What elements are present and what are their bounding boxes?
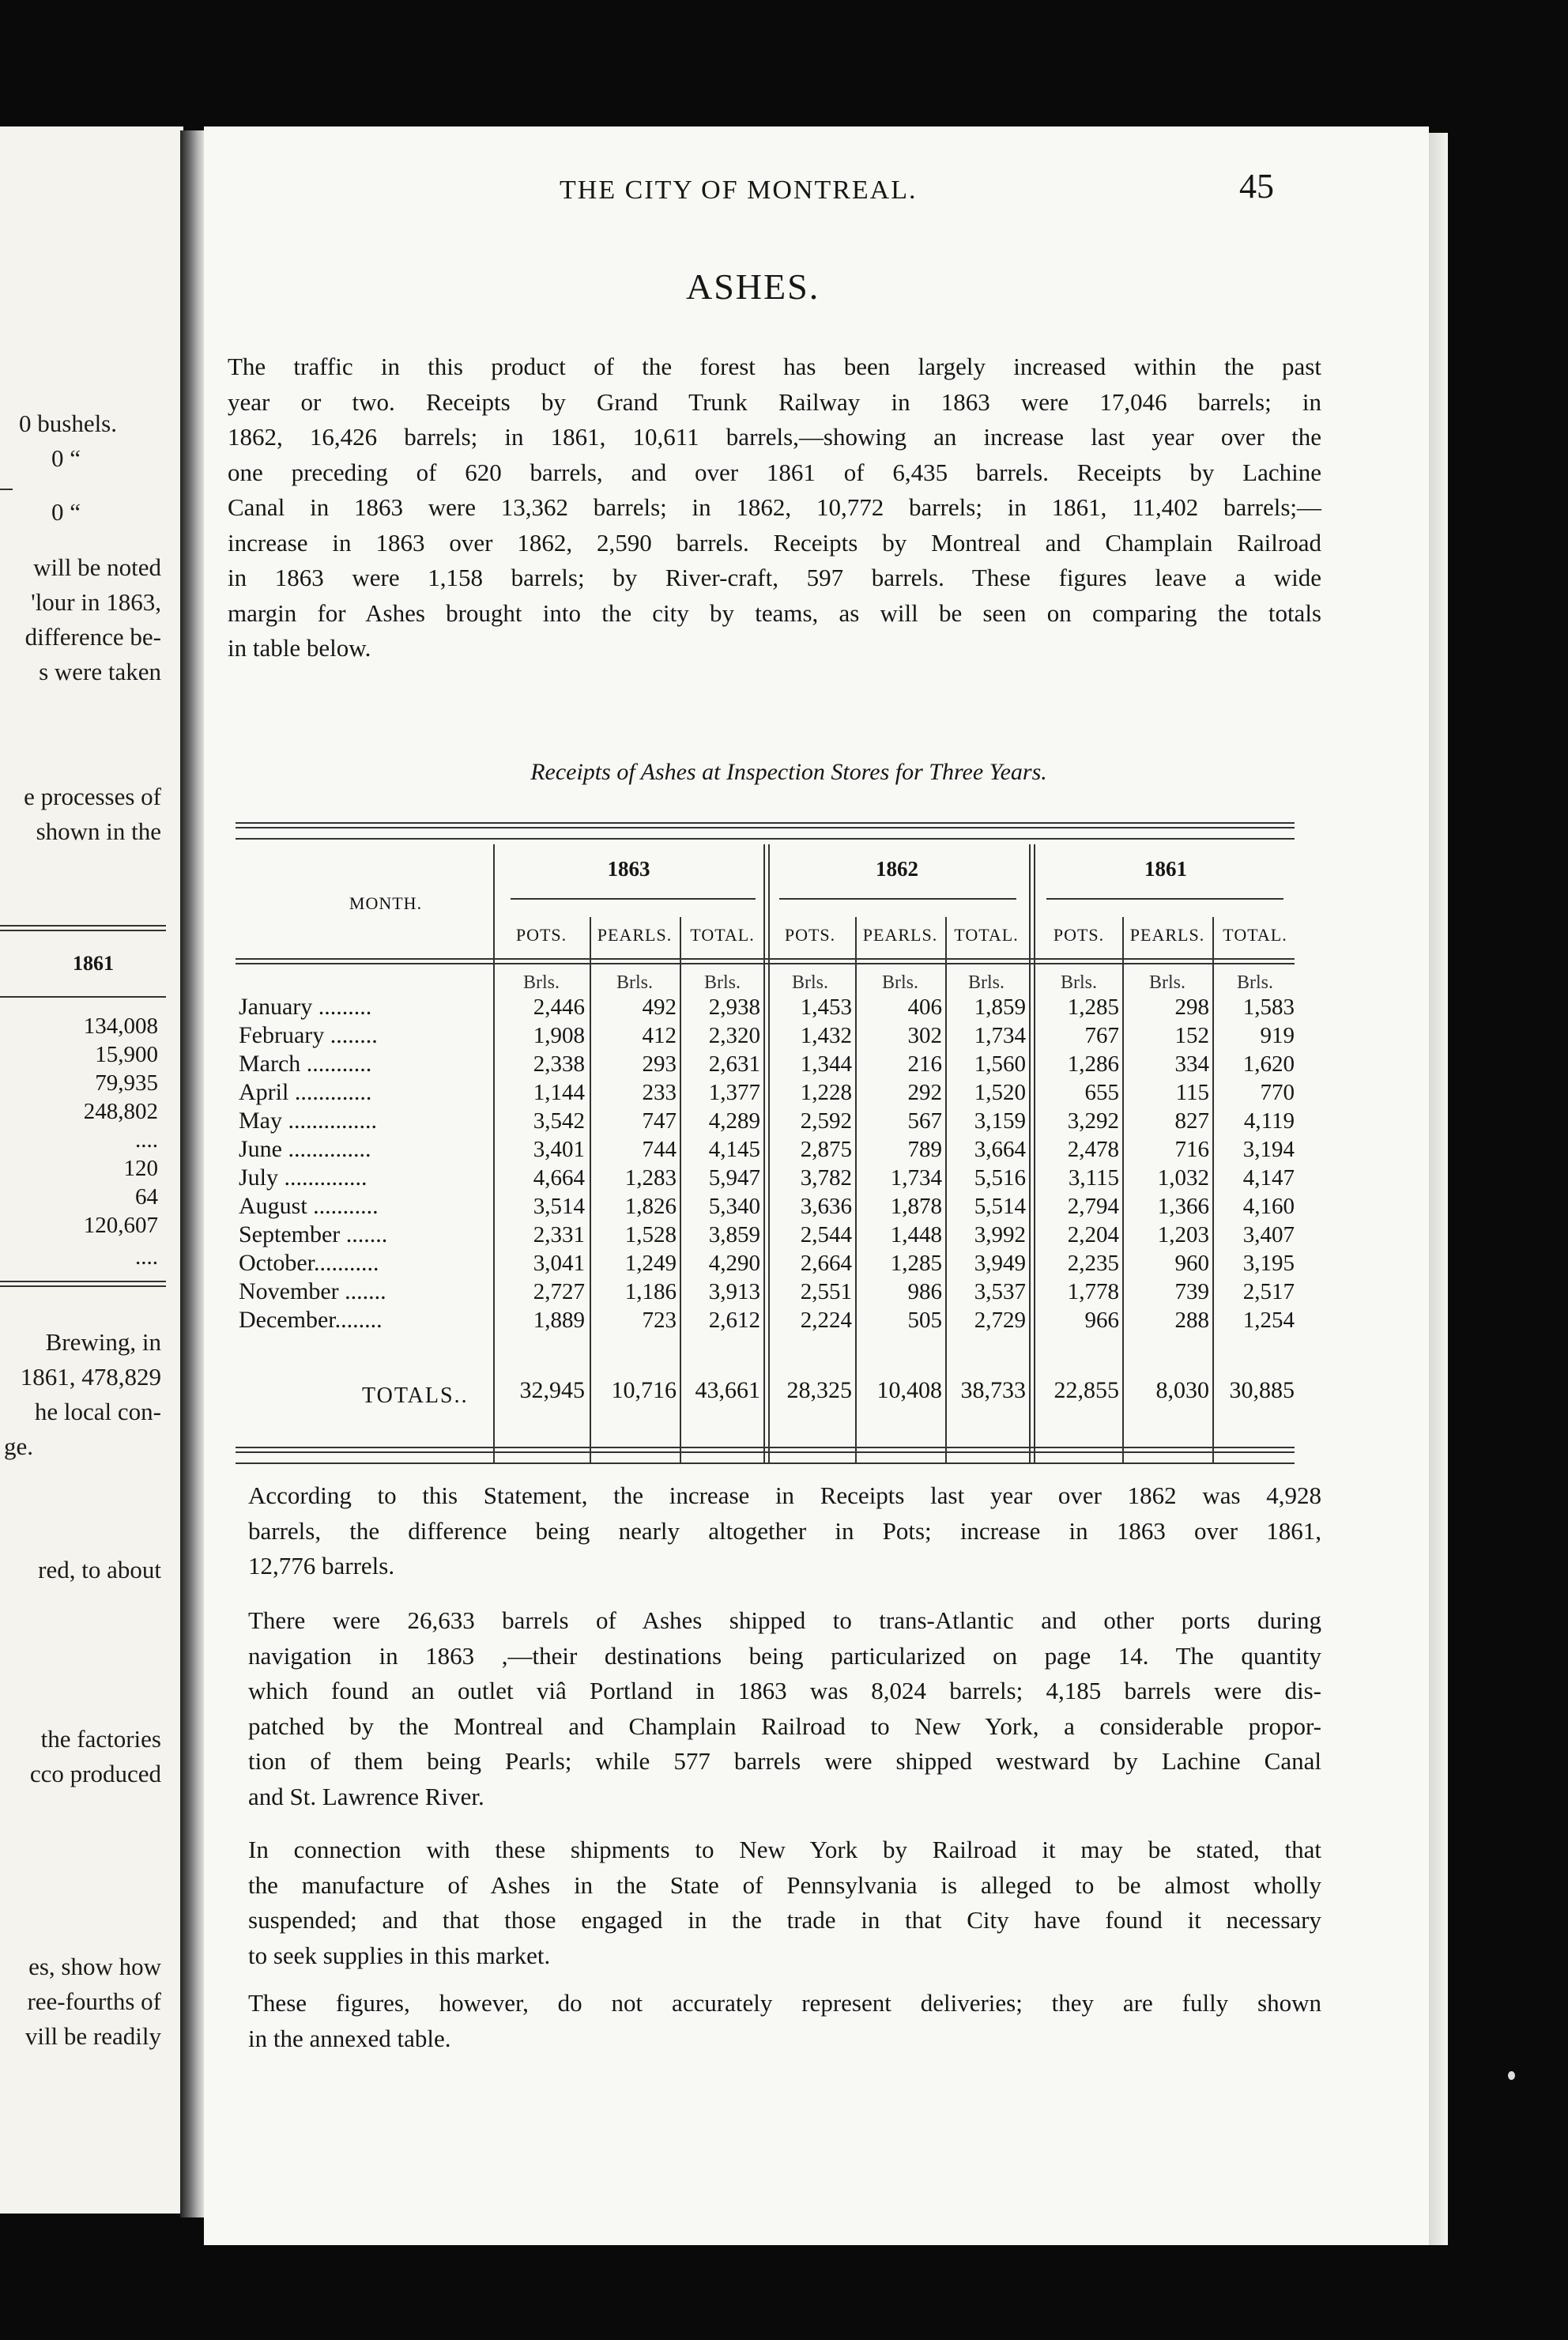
table-cell: 3,537 — [974, 1279, 1026, 1304]
prev-text-line: e processes of — [24, 783, 161, 810]
scan-speck — [1508, 2071, 1515, 2080]
total-cell: 30,885 — [1229, 1377, 1295, 1403]
table-cell: 1,228 — [800, 1080, 852, 1105]
table-cell: 747 — [642, 1108, 677, 1134]
month-label: February ........ — [239, 1022, 378, 1048]
table-cell: 4,160 — [1242, 1194, 1295, 1219]
unit-label: Brls. — [616, 972, 653, 993]
table-cell: 1,583 — [1242, 994, 1295, 1020]
prev-text-line: es, show how — [28, 1953, 161, 1980]
table-cell: 3,159 — [974, 1108, 1026, 1134]
book-gutter — [180, 130, 204, 2217]
prev-text-line: shown in the — [36, 817, 161, 845]
table-cell: 1,203 — [1157, 1222, 1209, 1247]
table-cell: 3,913 — [708, 1279, 760, 1304]
table-cell: 3,115 — [1068, 1165, 1119, 1191]
table-cell: 302 — [907, 1023, 942, 1048]
table-cell: 492 — [642, 994, 677, 1020]
totals-label: TOTALS.. — [362, 1383, 469, 1408]
col-header-total: TOTAL. — [954, 925, 1019, 945]
table-cell: 2,727 — [533, 1279, 585, 1304]
table-cell: 655 — [1084, 1080, 1119, 1105]
month-label: June .............. — [239, 1136, 371, 1162]
prev-text-line: 'lour in 1863, — [31, 588, 161, 616]
table-cell: 1,432 — [800, 1023, 852, 1048]
text-line: In connection with these shipments to New York by Railroad it may be stated, that — [248, 1836, 1321, 1863]
table-cell: 2,517 — [1242, 1279, 1295, 1304]
table-cell: 3,992 — [974, 1222, 1026, 1247]
table-cell: 1,285 — [1067, 994, 1119, 1020]
prev-text-line: 0 bushels. — [19, 410, 117, 437]
month-label: November ....... — [239, 1278, 386, 1304]
total-cell: 28,325 — [786, 1377, 852, 1403]
table-cell: 966 — [1084, 1308, 1119, 1333]
table-cell: 2,204 — [1067, 1222, 1119, 1247]
table-cell: 789 — [907, 1137, 942, 1162]
table-cell: 2,544 — [800, 1222, 852, 1247]
table-cell: 1,377 — [708, 1080, 760, 1105]
year-header-1861: 1861 — [1144, 857, 1187, 881]
prev-table-cell: 15,900 — [95, 1042, 158, 1067]
unit-label: Brls. — [1060, 972, 1097, 993]
table-cell: 3,949 — [974, 1251, 1026, 1276]
month-label: May ............... — [239, 1108, 377, 1134]
text-line: suspended; and that those engaged in the trade in that City have found it necessary — [248, 1906, 1321, 1934]
text-line: in table below. — [228, 634, 371, 662]
total-cell: 10,716 — [611, 1377, 677, 1403]
table-cell: 1,448 — [890, 1222, 942, 1247]
table-cell: 4,119 — [1243, 1108, 1295, 1134]
table-cell: 3,195 — [1242, 1251, 1295, 1276]
month-label: July .............. — [239, 1164, 368, 1191]
table-cell: 1,859 — [974, 994, 1026, 1020]
deliveries-paragraph — [248, 1986, 1321, 2056]
previous-page-fragment — [0, 126, 183, 2214]
page-edge — [1429, 133, 1448, 2245]
unit-label: Brls. — [791, 972, 828, 993]
table-cell: 5,514 — [974, 1194, 1026, 1219]
month-label: September ....... — [239, 1221, 388, 1247]
table-cell: 3,194 — [1242, 1137, 1295, 1162]
col-header-pots: POTS. — [1053, 925, 1105, 945]
table-cell: 2,320 — [708, 1023, 760, 1048]
page — [204, 126, 1429, 2245]
table-cell: 216 — [907, 1051, 942, 1077]
table-cell: 1,734 — [890, 1165, 942, 1191]
total-cell: 38,733 — [960, 1377, 1026, 1403]
prev-table-cell: 134,008 — [83, 1013, 158, 1039]
table-cell: 567 — [907, 1108, 942, 1134]
col-header-total: TOTAL. — [1223, 925, 1287, 945]
table-cell: 1,032 — [1157, 1165, 1209, 1191]
table-cell: 1,878 — [890, 1194, 942, 1219]
table-cell: 233 — [642, 1080, 677, 1105]
table-cell: 2,338 — [533, 1051, 585, 1077]
table-cell: 293 — [642, 1051, 677, 1077]
table-cell: 1,254 — [1242, 1308, 1295, 1333]
prev-text-line: 1861, 478,829 — [20, 1363, 161, 1391]
prev-table-cell: 64 — [135, 1184, 158, 1210]
table-cell: 4,147 — [1242, 1165, 1295, 1191]
year-header-1863: 1863 — [607, 857, 650, 881]
text-line: which found an outlet viâ Portland in 1863 was 8,024 barrels; 4,185 barrels were dis- — [248, 1677, 1321, 1704]
prev-text-line: ge. — [3, 1432, 33, 1460]
table-cell: 744 — [642, 1137, 677, 1162]
table-cell: 2,875 — [800, 1137, 852, 1162]
text-line: barrels, the difference being nearly altogether in Pots; increase in 1863 over 1861, — [248, 1516, 1321, 1545]
table-cell: 115 — [1175, 1080, 1209, 1105]
col-header-total: TOTAL. — [690, 925, 755, 945]
table-cell: 3,292 — [1067, 1108, 1119, 1134]
table-cell: 2,224 — [800, 1308, 852, 1333]
table-cell: 3,542 — [533, 1108, 585, 1134]
text-line: 1862, 16,426 barrels; in 1861, 10,611 barrels,—showing an increase last year over the — [228, 423, 1321, 451]
month-label: August ........... — [239, 1193, 379, 1219]
table-cell: 1,734 — [974, 1023, 1026, 1048]
table-cell: 1,560 — [974, 1051, 1026, 1077]
total-cell: 32,945 — [519, 1377, 585, 1403]
table-cell: 4,289 — [708, 1108, 760, 1134]
table-cell: 4,290 — [708, 1251, 760, 1276]
table-cell: 3,401 — [533, 1137, 585, 1162]
table-cell: 4,145 — [708, 1137, 760, 1162]
text-line: navigation in 1863 ,—their destinations being particularized on page 14. The quantity — [248, 1641, 1321, 1670]
table-cell: 3,514 — [533, 1194, 585, 1219]
table-cell: 827 — [1174, 1108, 1209, 1134]
prev-table-cell: 120,607 — [83, 1213, 158, 1238]
month-label: October........... — [239, 1250, 379, 1276]
table-cell: 3,636 — [800, 1194, 852, 1219]
prev-text-line: the factories — [40, 1725, 161, 1753]
text-line: These figures, however, do not accurately represent deliveries; they are fully shown — [248, 1989, 1321, 2017]
text-line: tion of them being Pearls; while 577 barrels were shipped westward by Lachine Canal — [248, 1747, 1321, 1775]
table-cell: 3,041 — [533, 1251, 585, 1276]
unit-label: Brls. — [1148, 972, 1185, 993]
table-cell: 716 — [1174, 1137, 1209, 1162]
unit-label: Brls. — [703, 972, 741, 993]
text-line: The traffic in this product of the forest has been largely increased within the past — [228, 353, 1321, 380]
unit-label: Brls. — [967, 972, 1004, 993]
table-cell: 2,331 — [533, 1222, 585, 1247]
unit-label: Brls. — [1236, 972, 1273, 993]
month-label: December........ — [239, 1307, 383, 1333]
table-cell: 2,631 — [708, 1051, 760, 1077]
table-cell: 2,235 — [1067, 1251, 1119, 1276]
table-cell: 1,889 — [533, 1308, 585, 1333]
total-cell: 22,855 — [1054, 1377, 1119, 1403]
text-line: There were 26,633 barrels of Ashes shipped to trans-Atlantic and other ports during — [248, 1606, 1321, 1634]
table-cell: 1,144 — [533, 1080, 585, 1105]
table-cell: 1,908 — [533, 1023, 585, 1048]
table-cell: 1,528 — [624, 1222, 677, 1247]
table-cell: 1,249 — [624, 1251, 677, 1276]
month-label: April ............. — [239, 1079, 372, 1105]
table-cell: 2,592 — [800, 1108, 852, 1134]
statement-paragraph — [248, 1478, 1321, 1584]
table-cell: 2,938 — [708, 994, 760, 1020]
table-cell: 505 — [907, 1308, 942, 1333]
col-header-pearls: PEARLS. — [597, 925, 673, 945]
table-cell: 1,186 — [624, 1279, 677, 1304]
prev-table-header: 1861 — [73, 952, 114, 975]
table-cell: 767 — [1084, 1023, 1119, 1048]
prev-text-line: he local con- — [34, 1398, 161, 1425]
text-line: increase in 1863 over 1862, 2,590 barrels. Receipts by Montreal and Champlain Railroad — [228, 528, 1321, 557]
table-cell: 2,446 — [533, 994, 585, 1020]
table-cell: 1,778 — [1067, 1279, 1119, 1304]
table-cell: 2,794 — [1067, 1194, 1119, 1219]
table-cell: 1,283 — [624, 1165, 677, 1191]
prev-table-cell: 79,935 — [95, 1070, 158, 1096]
table-cell: 1,285 — [890, 1251, 942, 1276]
table-cell: 1,286 — [1067, 1051, 1119, 1077]
month-label: March ........... — [239, 1051, 372, 1077]
prev-text-line: cco produced — [29, 1760, 161, 1787]
prev-text-line: red, to about — [38, 1556, 161, 1583]
text-line: According to this Statement, the increase in Receipts last year over 1862 was 4,928 — [248, 1481, 1321, 1509]
unit-label: Brls. — [881, 972, 918, 993]
table-cell: 406 — [907, 994, 942, 1020]
table-cell: 152 — [1174, 1023, 1209, 1048]
text-line: and St. Lawrence River. — [248, 1782, 484, 1810]
table-cell: 2,478 — [1067, 1137, 1119, 1162]
text-line: one preceding of 620 barrels, and over 1861 of 6,435 barrels. Receipts by Lachine — [228, 458, 1321, 486]
col-header-pearls: PEARLS. — [862, 925, 938, 945]
table-cell: 2,551 — [800, 1279, 852, 1304]
text-line: to seek supplies in this market. — [248, 1941, 551, 1969]
prev-text-line: 0 “ — [51, 498, 81, 526]
prev-text-line: vill be readily — [24, 2022, 161, 2050]
text-line: patched by the Montreal and Champlain Railroad to New York, a considerable propor- — [248, 1712, 1321, 1740]
prev-table-cell: 120 — [123, 1156, 158, 1181]
col-header-pots: POTS. — [784, 925, 836, 945]
table-cell: 3,407 — [1242, 1222, 1295, 1247]
year-header-1862: 1862 — [876, 857, 918, 881]
prev-text-line: will be noted — [33, 553, 161, 581]
prev-text-line: 0 “ — [51, 444, 81, 472]
table-cell: 919 — [1260, 1023, 1295, 1048]
table-cell: 960 — [1174, 1251, 1209, 1276]
table-cell: 334 — [1174, 1051, 1209, 1077]
text-line: Canal in 1863 were 13,362 barrels; in 1862, 10,772 barrels; in 1861, 11,402 barrels;— — [228, 493, 1321, 521]
new-york-paragraph — [248, 1832, 1321, 1973]
table-cell: 770 — [1260, 1080, 1295, 1105]
total-cell: 10,408 — [876, 1377, 942, 1403]
text-line: 12,776 barrels. — [248, 1552, 395, 1580]
table-cell: 1,366 — [1157, 1194, 1209, 1219]
table-cell: 5,516 — [974, 1165, 1026, 1191]
table-cell: 5,947 — [708, 1165, 760, 1191]
text-line: in 1863 were 1,158 barrels; by River-craft, 597 barrels. These figures leave a wide — [228, 564, 1321, 591]
text-line: in the annexed table. — [248, 2024, 451, 2052]
table-cell: 723 — [642, 1308, 677, 1333]
page-number: 45 — [1239, 167, 1274, 206]
month-header: MONTH. — [349, 893, 423, 913]
table-cell: 2,664 — [800, 1251, 852, 1276]
prev-text-line: difference be- — [24, 623, 161, 651]
table-cell: 1,520 — [974, 1080, 1026, 1105]
prev-text-line: s were taken — [39, 658, 161, 685]
table-cell: 2,729 — [974, 1308, 1026, 1333]
table-cell: 739 — [1174, 1279, 1209, 1304]
section-title: ASHES. — [686, 266, 820, 307]
table-cell: 1,344 — [800, 1051, 852, 1077]
table-cell: 412 — [642, 1023, 677, 1048]
shipments-paragraph — [248, 1603, 1321, 1814]
table-cell: 1,826 — [624, 1194, 677, 1219]
prev-text-line: ree-fourths of — [27, 1987, 161, 2015]
table-cell: 288 — [1174, 1308, 1209, 1333]
table-cell: 3,664 — [974, 1137, 1026, 1162]
text-line: margin for Ashes brought into the city by teams, as will be seen on comparing the totals — [228, 598, 1321, 627]
table-cell: 4,664 — [533, 1165, 585, 1191]
prev-table-cell: .... — [135, 1244, 158, 1270]
table-cell: 298 — [1174, 994, 1209, 1020]
prev-table-cell: 248,802 — [83, 1099, 158, 1124]
text-line: year or two. Receipts by Grand Trunk Railway in 1863 were 17,046 barrels; in — [228, 387, 1321, 416]
col-header-pearls: PEARLS. — [1129, 925, 1205, 945]
table-cell: 1,620 — [1242, 1051, 1295, 1077]
table-cell: 2,612 — [708, 1308, 760, 1333]
month-label: January ......... — [239, 994, 372, 1020]
table-cell: 3,859 — [708, 1222, 760, 1247]
table-cell: 5,340 — [708, 1194, 760, 1219]
unit-label: Brls. — [522, 972, 560, 993]
table-cell: 986 — [907, 1279, 942, 1304]
running-head: THE CITY OF MONTREAL. — [560, 176, 918, 205]
table-caption: Receipts of Ashes at Inspection Stores for Three Years. — [530, 759, 1047, 785]
text-line: the manufacture of Ashes in the State of Pennsylvania is alleged to be almost wholly — [248, 1870, 1321, 1899]
table-cell: 3,782 — [800, 1165, 852, 1191]
col-header-pots: POTS. — [515, 925, 567, 945]
total-cell: 8,030 — [1155, 1377, 1209, 1403]
total-cell: 43,661 — [695, 1377, 760, 1403]
prev-text-line: Brewing, in — [45, 1328, 161, 1356]
prev-table-cell: .... — [135, 1127, 158, 1153]
intro-paragraph — [228, 349, 1321, 666]
table-cell: 1,453 — [800, 994, 852, 1020]
table-cell: 292 — [907, 1080, 942, 1105]
